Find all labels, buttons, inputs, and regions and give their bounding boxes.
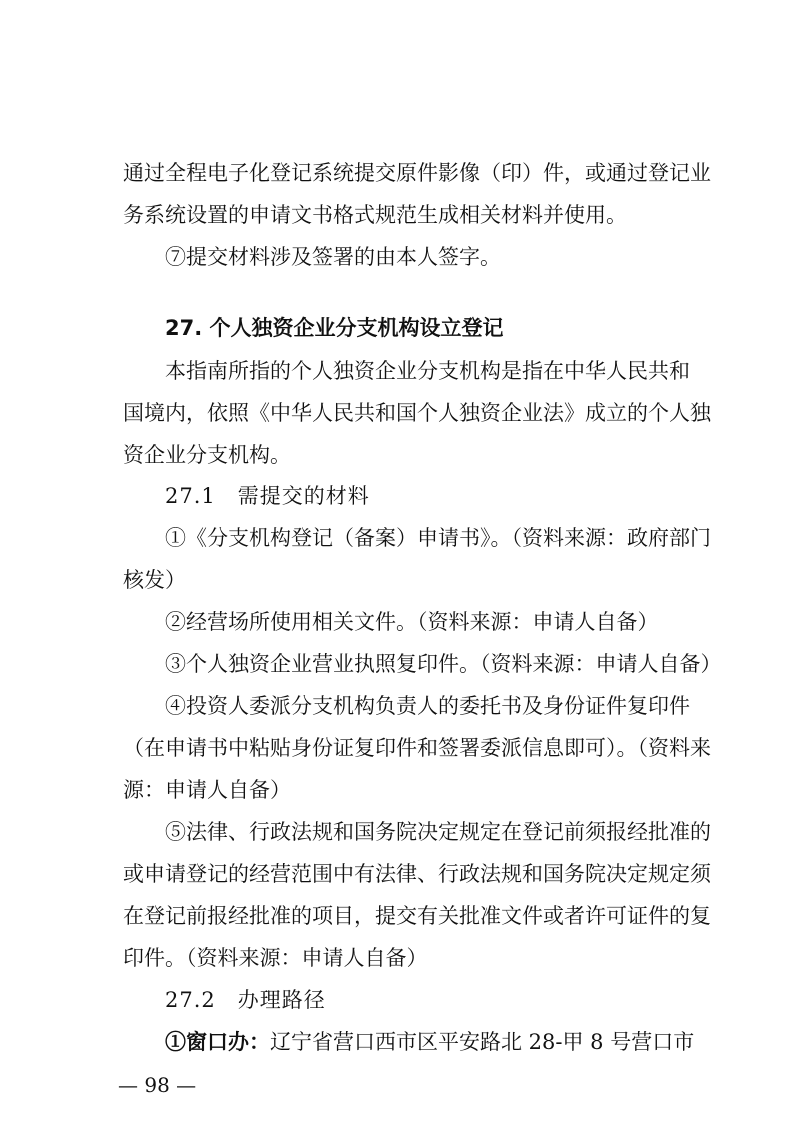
paragraph-line: 本指南所指的个人独资企业分支机构是指在中华人民共和: [165, 359, 690, 383]
window-office-label: ①窗口办：: [165, 1029, 270, 1054]
list-item-line: 在登记前报经批准的项目，提交有关批准文件或者许可证件的复: [123, 904, 711, 928]
list-item-line: 印件。（资料来源：申请人自备）: [123, 946, 428, 970]
paragraph-line: 通过全程电子化登记系统提交原件影像（印）件，或通过登记业: [123, 161, 711, 185]
section-heading: 27. 个人独资企业分支机构设立登记: [165, 316, 504, 340]
list-item-line: 核发）: [123, 568, 186, 592]
list-item-line: ②经营场所使用相关文件。（资料来源：申请人自备）: [165, 610, 659, 634]
window-office-address: 辽宁省营口西市区平安路北 28-甲 8 号营口市: [270, 1030, 695, 1054]
list-item-line: ④投资人委派分支机构负责人的委托书及身份证件复印件: [165, 694, 690, 718]
list-item-line: 源：申请人自备）: [123, 778, 291, 802]
paragraph-line: ⑦提交材料涉及签署的由本人签字。: [165, 245, 501, 269]
paragraph-line: 资企业分支机构。: [123, 443, 291, 467]
window-office-line: [165, 1027, 695, 1057]
subsection-heading: 27.1 需提交的材料: [165, 484, 370, 508]
list-item-line: 或申请登记的经营范围中有法律、行政法规和国务院决定规定须: [123, 862, 711, 886]
paragraph-line: 务系统设置的申请文书格式规范生成相关材料并使用。: [123, 203, 627, 227]
list-item-line: ⑤法律、行政法规和国务院决定规定在登记前须报经批准的: [165, 820, 711, 844]
page-number: — 98 —: [118, 1073, 197, 1097]
subsection-heading: 27.2 办理路径: [165, 988, 326, 1012]
list-item-line: （在申请书中粘贴身份证复印件和签署委派信息即可）。（资料来: [123, 736, 711, 760]
paragraph-line: 国境内，依照《中华人民共和国个人独资企业法》成立的个人独: [123, 401, 711, 425]
list-item-line: ①《分支机构登记（备案）申请书》。（资料来源：政府部门: [165, 526, 711, 550]
list-item-line: ③个人独资企业营业执照复印件。（资料来源：申请人自备）: [165, 652, 722, 676]
